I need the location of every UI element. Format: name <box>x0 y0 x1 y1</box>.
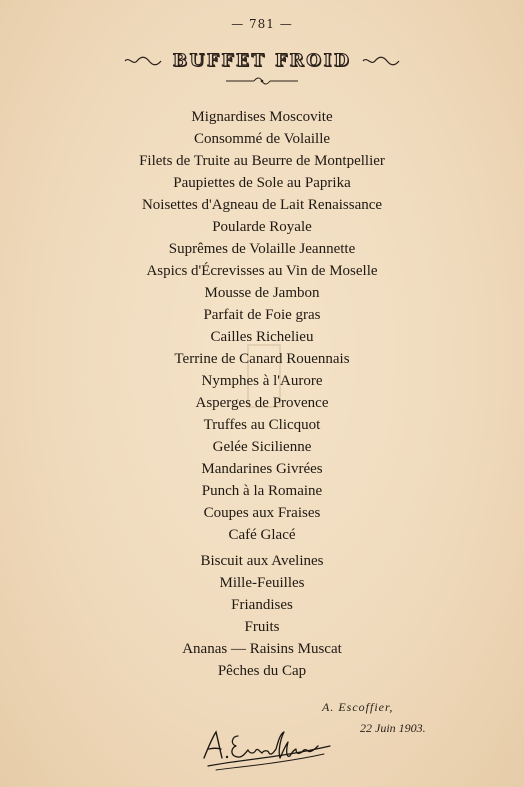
page-number: — 781 — <box>231 17 293 31</box>
printed-signature: A. Escoffier, <box>322 700 394 714</box>
menu-item: Truffes au Clicquot <box>203 417 321 433</box>
menu-item: Punch à la Romaine <box>201 483 323 499</box>
menu-item: Café Glacé <box>228 527 296 543</box>
signature-date: 22 Juin 1903. <box>360 721 426 735</box>
menu-item: Cailles Richelieu <box>210 329 314 345</box>
menu-item: Mignardises Moscovite <box>191 109 333 125</box>
menu-item: Pêches du Cap <box>217 663 307 679</box>
menu-item: Mandarines Givrées <box>201 461 323 477</box>
menu-item: Friandises <box>231 597 293 613</box>
menu-list <box>0 106 524 682</box>
menu-item: Suprêmes de Volaille Jeannette <box>168 241 356 257</box>
menu-item: Poularde Royale <box>212 219 312 235</box>
ornamental-divider-icon <box>222 76 302 86</box>
menu-item: Biscuit aux Avelines <box>200 553 324 569</box>
menu-item: Nymphes à l'Aurore <box>201 373 323 389</box>
right-flourish-icon <box>361 54 401 68</box>
menu-item: Mousse de Jambon <box>204 285 320 301</box>
heading-row <box>0 48 524 74</box>
menu-item: Mille-Feuilles <box>219 575 305 591</box>
menu-item: Filets de Truite au Beurre de Montpellier <box>139 153 385 169</box>
menu-item: Gelée Sicilienne <box>212 439 312 455</box>
menu-item: Noisettes d'Agneau de Lait Renaissance <box>141 197 383 213</box>
menu-item: Asperges de Provence <box>195 395 329 411</box>
menu-item: Aspics d'Écrevisses au Vin de Moselle <box>146 263 378 279</box>
menu-heading: BUFFET FROID <box>172 51 352 71</box>
menu-item: Ananas — Raisins Muscat <box>182 641 342 657</box>
handwritten-signature <box>198 720 338 772</box>
menu-item: Consommé de Volaille <box>193 131 331 147</box>
menu-item: Terrine de Canard Rouennais <box>174 351 350 367</box>
menu-item: Fruits <box>244 619 280 635</box>
menu-item: Parfait de Foie gras <box>203 307 321 323</box>
left-flourish-icon <box>123 54 163 68</box>
menu-item: Paupiettes de Sole au Paprika <box>173 175 351 191</box>
menu-item: Coupes aux Fraises <box>203 505 321 521</box>
